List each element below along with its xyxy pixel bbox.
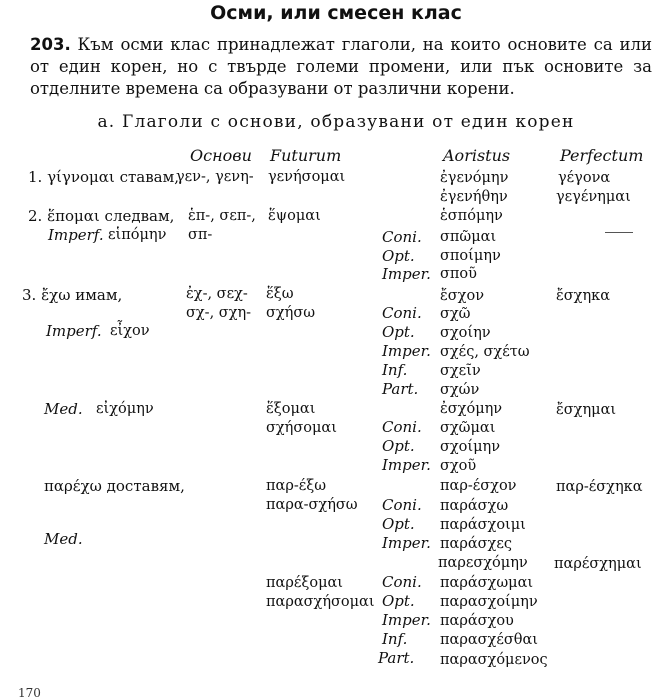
intro-text: Към осми клас принадлежат глаголи, на които основите са или от един корен, но с твърде големи промени, или пък основите за отделните времена са образувани от различни корени.	[30, 35, 652, 98]
entry-4-med-coni-label: Coni.	[382, 573, 422, 591]
entry-2-osnovi-2: σπ-	[188, 227, 213, 243]
entry-4-futurum-2: παρα-σχήσω	[266, 497, 358, 513]
entry-2-opt-form: σποίμην	[440, 248, 501, 264]
entry-1-perfect-1: γέγονα	[558, 170, 611, 186]
entry-4-imper-form: παράσχες	[440, 536, 512, 552]
entry-4-futurum-1: παρ-έξω	[266, 478, 327, 494]
entry-2-osnovi: ἑπ-, σεπ-,	[188, 208, 256, 224]
entry-3-med-imper-label: Imper.	[382, 456, 431, 474]
entry-3-aorist: ἔσχον	[440, 288, 485, 304]
entry-1-aorist-2: ἐγενήθην	[440, 189, 508, 205]
entry-4-med-opt-label: Opt.	[382, 592, 415, 610]
entry-3-imper-label: Imper.	[382, 342, 431, 360]
entry-3-med-futurum-2: σχήσομαι	[266, 420, 337, 436]
entry-3-opt-form: σχοίην	[440, 325, 491, 341]
entry-4-med-futurum-1: παρέξομαι	[266, 575, 343, 591]
entry-3-imperf-form: εἶχον	[110, 323, 150, 339]
header-perfectum: Perfectum	[560, 146, 644, 165]
entry-2-imperf-form: εἱπόμην	[108, 227, 167, 243]
entry-4-med-aorist: παρεσχόμην	[438, 555, 528, 571]
entry-2-coni-label: Coni.	[382, 228, 422, 246]
entry-3-osnovi-1: ἐχ-, σεχ-	[186, 286, 248, 302]
entry-4-opt-form: παράσχοιμι	[440, 517, 526, 533]
header-aoristus: Aoristus	[443, 146, 511, 165]
entry-3-med-aorist: ἐσχόμην	[440, 401, 503, 417]
entry-4-med-futurum-2: παρασχήσομαι	[266, 594, 375, 610]
entry-3-opt-label: Opt.	[382, 323, 415, 341]
entry-3-coni-form: σχῶ	[440, 306, 471, 322]
entry-3-verb: 3. ἔχω имам,	[22, 286, 123, 304]
entry-4-opt-label: Opt.	[382, 515, 415, 533]
entry-4-med-label: Med.	[44, 530, 83, 548]
entry-1-perfect-2: γεγένημαι	[556, 189, 631, 205]
entry-4-perfect: παρ-έσχηκα	[556, 479, 643, 495]
entry-3-med-imper-form: σχοῦ	[440, 458, 477, 474]
entry-3-med-label: Med.	[44, 400, 83, 418]
entry-1-osnovi: γεν-, γενη-	[176, 169, 254, 185]
entry-4-verb: παρέχω доставям,	[44, 477, 185, 495]
entry-3-imper-form: σχές, σχέτω	[440, 344, 530, 360]
entry-2-imperf-label: Imperf.	[48, 226, 104, 244]
page-title: Осми, или смесен клас	[210, 2, 462, 24]
entry-4-aorist: παρ-έσχον	[440, 478, 517, 494]
entry-4-coni-form: παράσχω	[440, 498, 509, 514]
entry-3-med-opt-label: Opt.	[382, 437, 415, 455]
page-number: 170	[18, 686, 41, 700]
entry-4-med-opt-form: παρασχοίμην	[440, 594, 538, 610]
entry-3-perfect: ἔσχηκα	[556, 288, 611, 304]
entry-2-opt-label: Opt.	[382, 247, 415, 265]
entry-2-aorist: ἑσπόμην	[440, 208, 503, 224]
entry-4-med-imper-label: Imper.	[382, 611, 431, 629]
entry-3-med-opt-form: σχοίμην	[440, 439, 501, 455]
entry-2-verb: 2. ἕπομαι следвам,	[28, 207, 175, 225]
perfect-dash	[605, 232, 633, 233]
entry-4-imper-label: Imper.	[382, 534, 431, 552]
subsection-title: a. Глаголи с основи, образувани от един корен	[97, 112, 575, 132]
entry-3-part-form: σχών	[440, 382, 480, 398]
entry-3-med-form: εἰχόμην	[96, 401, 154, 417]
entry-4-med-perfect: παρέσχημαι	[554, 556, 642, 572]
entry-4-coni-label: Coni.	[382, 496, 422, 514]
entry-3-med-perfect: ἔσχημαι	[556, 402, 617, 418]
entry-3-part-label: Part.	[382, 380, 419, 398]
entry-3-osnovi-2: σχ-, σχη-	[186, 305, 252, 321]
entry-3-med-coni-form: σχῶμαι	[440, 420, 496, 436]
entry-1-futurum: γενήσομαι	[268, 169, 346, 185]
header-osnovi: Основи	[190, 146, 252, 165]
entry-2-imper-label: Imper.	[382, 265, 431, 283]
header-futurum: Futurum	[270, 146, 342, 165]
entry-3-coni-label: Coni.	[382, 304, 422, 322]
entry-3-imperf-label: Imperf.	[46, 322, 102, 340]
entry-1-verb: 1. γίγνομαι ставам,	[28, 168, 180, 186]
paragraph-number: 203.	[30, 35, 71, 54]
entry-3-futurum-2: σχήσω	[266, 305, 316, 321]
entry-3-inf-label: Inf.	[382, 361, 408, 379]
entry-2-futurum: ἕψομαι	[268, 208, 321, 224]
entry-4-med-imper-form: παράσχου	[440, 613, 514, 629]
entry-3-med-futurum-1: ἕξομαι	[266, 401, 316, 417]
entry-1-aorist-1: ἐγενόμην	[440, 170, 509, 186]
entry-3-inf-form: σχεῖν	[440, 363, 481, 379]
entry-2-imper-form: σποῦ	[440, 266, 477, 282]
entry-2-coni-form: σπῶμαι	[440, 229, 497, 245]
entry-3-futurum-1: ἕξω	[266, 286, 294, 302]
entry-4-med-coni-form: παράσχωμαι	[440, 575, 534, 591]
entry-4-med-part-label: Part.	[378, 649, 415, 667]
intro-paragraph	[30, 34, 652, 100]
entry-4-med-inf-form: παρασχέσθαι	[440, 632, 538, 648]
entry-4-med-inf-label: Inf.	[382, 630, 408, 648]
entry-4-med-part-form: παρασχόμενος	[440, 652, 548, 668]
entry-3-med-coni-label: Coni.	[382, 418, 422, 436]
